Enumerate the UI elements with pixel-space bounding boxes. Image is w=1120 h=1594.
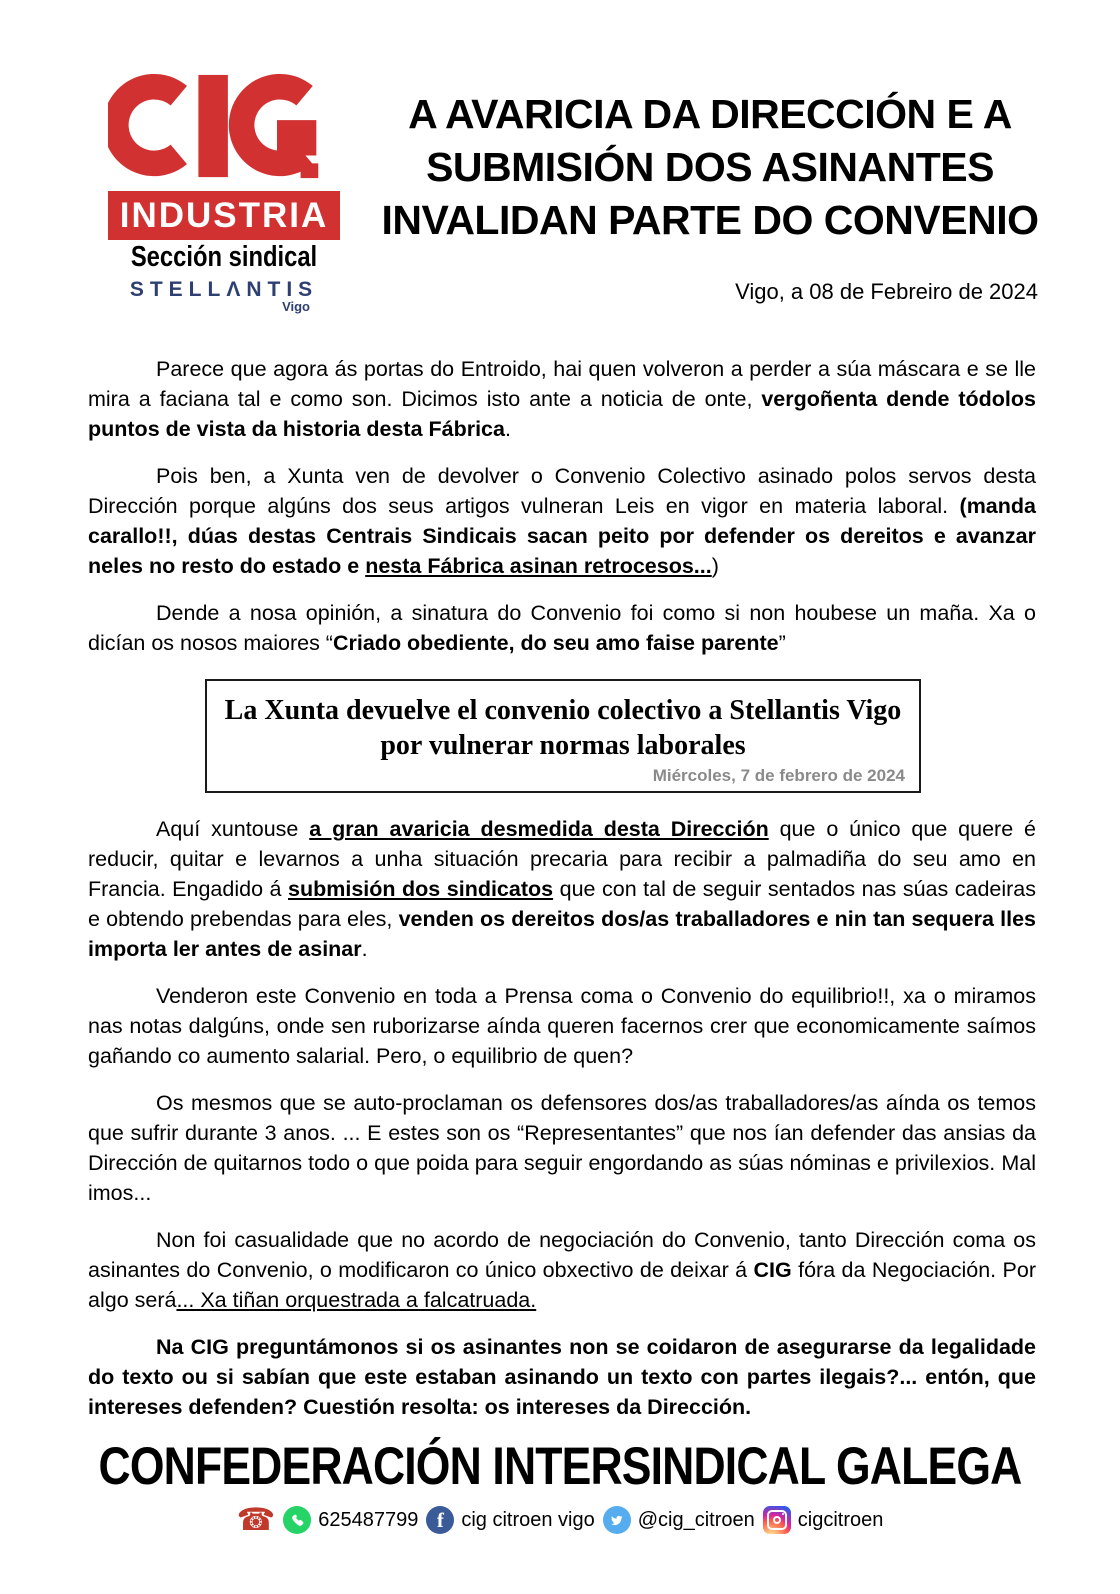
text-run: Dende a nosa opinión, a sinatura do Convenio foi como si non houbese un maña. Xa o dicían os nosos maiores “ <box>88 601 1036 655</box>
contact-label: cigcitroen <box>797 1508 884 1531</box>
news-date: Miércoles, 7 de febrero de 2024 <box>652 766 905 785</box>
contacts-row <box>0 1502 1120 1537</box>
text-run: a gran avaricia desmedida desta Dirección <box>309 817 769 841</box>
contact-item <box>603 1506 755 1534</box>
paragraph <box>88 461 1036 581</box>
phone-icon: ☎ <box>236 1502 276 1537</box>
title-line-3: INVALIDAN PARTE DO CONVENIO <box>381 197 1039 243</box>
text-run: . <box>504 417 511 441</box>
text-run: ... Xa tiñan orquestrada a falcatruada. <box>176 1288 537 1312</box>
text-run: que con tal de seguir sentados nas súas cadeiras e obtendo prebendas para eles, <box>88 877 1037 931</box>
text-run: Na CIG preguntámonos si os asinantes non se coidaron de asegurarse da legalidade do texto ou si sabían que este estaban asinando un texto con partes ilegais?... entón, que intereses defenden? Cuestión resolta: os intereses da Dirección. <box>88 1335 1036 1419</box>
text-run: vergoñenta dende tódolos puntos de vista da historia desta Fábrica <box>88 387 1036 441</box>
contact-item <box>236 1502 276 1537</box>
cig-logo <box>108 68 340 314</box>
logo-industria-label: INDUSTRIA <box>108 191 340 240</box>
text-run: que o único que quere é reducir, quitar e levarnos a unha situación precaria para recibir a palmadiña do seu amo en Francia. Engadido á <box>88 817 1036 901</box>
text-run: (manda carallo!!, dúas destas Centrais Sindicais sacan peito por defender os dereitos e avanzar neles no resto do estado e <box>88 494 1036 578</box>
stellantis-vigo-label: Vigo <box>282 299 310 314</box>
contact-item <box>426 1506 594 1534</box>
facebook-icon: f <box>426 1506 454 1534</box>
paragraph <box>88 354 1036 444</box>
twitter-icon <box>603 1506 631 1534</box>
instagram-icon <box>763 1506 791 1534</box>
stellantis-wordmark: STELLΛNTIS <box>129 278 319 301</box>
body-paragraphs-after <box>88 814 1036 1422</box>
text-run: Parece que agora ás portas do Entroido, hai quen volveron a perder a súa máscara e se lle mira a faciana tal e como son. Dicimos isto ante a noticia de onte, <box>88 357 1036 411</box>
whatsapp-icon <box>283 1506 311 1534</box>
text-run: fóra da Negociación. Por algo será <box>88 1258 1036 1312</box>
footer <box>0 1436 1120 1537</box>
contact-label: @cig_citroen <box>637 1508 755 1531</box>
text-run: Criado obediente, do seu amo faise parente <box>332 631 779 655</box>
document-body <box>0 354 1120 1422</box>
title-line-2: SUBMISIÓN DOS ASINANTES <box>426 144 994 190</box>
body-paragraphs-before <box>88 354 1036 658</box>
text-run: ” <box>778 631 786 655</box>
paragraph <box>88 1088 1036 1208</box>
dateline: Vigo, a 08 de Febreiro de 2024 <box>735 279 1038 304</box>
contact-item <box>763 1506 884 1534</box>
title-line-1: A AVARICIA DA DIRECCIÓN E A <box>408 91 1012 137</box>
text-run: . <box>361 937 368 961</box>
text-run: nesta Fábrica asinan retrocesos... <box>365 554 712 578</box>
contact-item <box>283 1506 418 1534</box>
header <box>0 0 1120 314</box>
organization-name: CONFEDERACIÓN INTERSINDICAL GALEGA <box>98 1437 1022 1496</box>
text-run: CIG <box>753 1258 792 1282</box>
paragraph <box>88 598 1036 658</box>
news-headline-line-2: por vulnerar normas laborales <box>380 730 746 761</box>
contact-label: cig citroen vigo <box>461 1508 595 1531</box>
paragraph <box>88 981 1036 1071</box>
page-title <box>370 88 1050 247</box>
text-run: Pois ben, a Xunta ven de devolver o Convenio Colectivo asinado polos servos desta Dirección porque algúns dos seus artigos vulneran Leis en vigor en materia laboral. <box>88 464 1036 518</box>
text-run: ) <box>711 554 719 578</box>
title-block <box>340 68 1050 314</box>
cig-letters-icon <box>108 68 334 186</box>
news-headline-line-1: La Xunta devuelve el convenio colectivo a Stellantis Vigo <box>224 695 902 726</box>
text-run: Non foi casualidade que no acordo de negociación do Convenio, tanto Dirección coma os asinantes do Convenio, o modificaron co único obxectivo de deixar á <box>88 1228 1036 1282</box>
paragraph <box>88 1332 1036 1422</box>
paragraph <box>88 1225 1036 1315</box>
news-headline <box>221 693 905 763</box>
text-run: Venderon este Convenio en toda a Prensa coma o Convenio do equilibrio!!, xa o miramos nas notas dalgúns, onde sen ruborizarse aínda queren facernos crer que economicamente saímos gañando co aumento salarial. Pero, o equilibrio de quen? <box>88 984 1036 1068</box>
news-headline-box <box>205 679 921 793</box>
text-run: venden os dereitos dos/as traballadores e nin tan sequera lles importa ler antes de asinar <box>88 907 1036 961</box>
text-run: submisión dos sindicatos <box>288 877 554 901</box>
text-run: Os mesmos que se auto-proclaman os defensores dos/as traballadores/as aínda os temos que sufrir durante 3 anos. ... E estes son os “Representantes” que nos ían defender das ansias da Dirección de quitarnos todo o que poida para seguir engordando as súas nóminas e privilexios. Mal imos... <box>88 1091 1036 1205</box>
text-run: Aquí xuntouse <box>156 817 310 841</box>
logo-seccion-sindical-label: Sección sindical <box>130 241 318 273</box>
contact-label: 625487799 <box>318 1508 419 1531</box>
paragraph <box>88 814 1036 964</box>
